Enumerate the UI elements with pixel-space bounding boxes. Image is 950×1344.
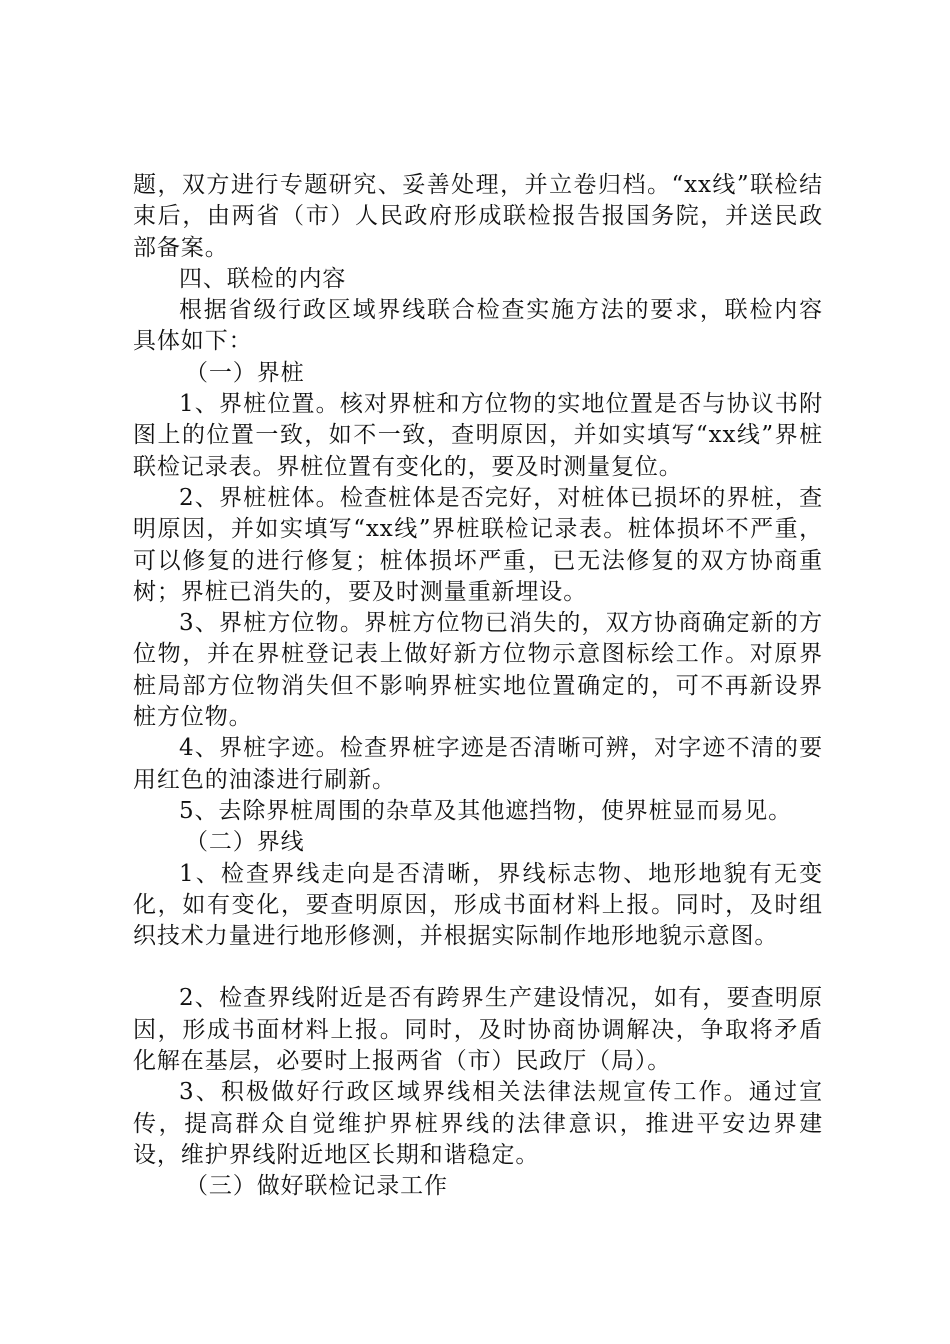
paragraph-item: 2、检查界线附近是否有跨界生产建设情况，如有，要查明原因，形成书面材料上报。同时，及时协商协调解决，争取将矛盾化解在基层，必要时上报两省（市）民政厅（局）。 bbox=[133, 985, 823, 1075]
blank-line bbox=[133, 952, 823, 983]
paragraph-intro: 根据省级行政区域界线联合检查实施方法的要求，联检内容具体如下： bbox=[133, 297, 823, 355]
paragraph-item: 3、积极做好行政区域界线相关法律法规宣传工作。通过宣传，提高群众自觉维护界桩界线的法律意识，推进平安边界建设，维护界线附近地区长期和谐稳定。 bbox=[133, 1079, 823, 1168]
paragraph-item: 3、界桩方位物。界桩方位物已消失的，双方协商确定新的方位物，并在界桩登记表上做好新方位物示意图标绘工作。对原界桩局部方位物消失但不影响界桩实地位置确定的，可不再新设界桩方位物。 bbox=[133, 610, 823, 731]
paragraph-item: 5、去除界桩周围的杂草及其他遮挡物，使界桩显而易见。 bbox=[179, 797, 793, 824]
section-heading-4: 四、联检的内容 bbox=[179, 265, 347, 292]
paragraph-continuation: 题，双方进行专题研究、妥善处理，并立卷归档。“xx线”联检结束后，由两省（市）人民政府形成联检报告报国务院，并送民政部备案。 bbox=[133, 172, 823, 261]
paragraph-item: 1、检查界线走向是否清晰，界线标志物、地形地貌有无变化，如有变化，要查明原因，形成书面材料上报。同时，及时组织技术力量进行地形修测，并根据实际制作地形地貌示意图。 bbox=[133, 860, 823, 950]
subsection-heading-2: （二）界线 bbox=[185, 829, 305, 856]
paragraph-item: 2、界桩桩体。检查桩体是否完好，对桩体已损坏的界桩，查明原因，并如实填写“xx线”界桩联检记录表。桩体损坏不严重，可以修复的进行修复；桩体损坏严重，已无法修复的双方协商重树；界桩已消失的，要及时测量重新埋设。 bbox=[133, 484, 823, 605]
paragraph-item: 1、界桩位置。核对界桩和方位物的实地位置是否与协议书附图上的位置一致，如不一致，查明原因，并如实填写“xx线”界桩联检记录表。界桩位置有变化的，要及时测量复位。 bbox=[133, 391, 823, 480]
subsection-heading-1: （一）界桩 bbox=[185, 359, 305, 386]
subsection-heading-3: （三）做好联检记录工作 bbox=[185, 1173, 448, 1200]
paragraph-item: 4、界桩字迹。检查界桩字迹是否清晰可辨，对字迹不清的要用红色的油漆进行刷新。 bbox=[133, 735, 823, 793]
document-body bbox=[133, 170, 823, 1203]
